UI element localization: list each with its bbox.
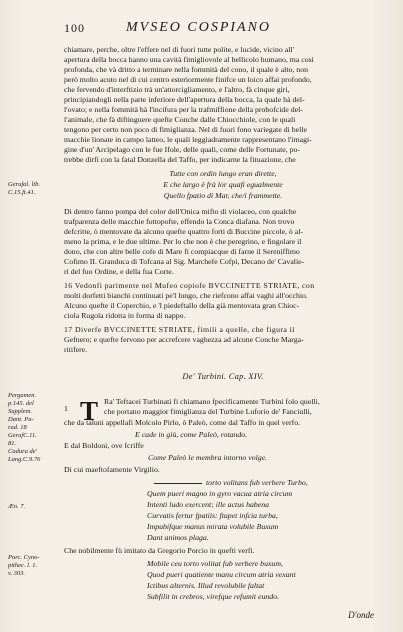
body-line: profonda, che và dritto a terminare nella fommità del cono, il quale è alto, non: [64, 65, 308, 74]
body-line: Di cui maeftofamente Virgilio.: [64, 465, 160, 474]
running-title: MVSEO COSPIANO: [126, 20, 272, 35]
verse-line: [154, 478, 374, 487]
body-line: ritifere.: [64, 345, 88, 354]
verse-line: Impubifque manus mirata volubile Buxum: [147, 522, 279, 531]
verse-line: Quello fpatio di Mar, che/i frammette.: [163, 191, 283, 200]
body-line: l'animale, che fà diftinguere quefte Conche dalle Chiocchiole, con le quali: [64, 115, 296, 124]
catchword: D'onde: [348, 610, 374, 620]
body-line: Gefnero; e quefte fervono per accrefcere vaghezza ad alcune Conche Marga-: [64, 335, 304, 344]
body-line: apertura della bocca hanno una cavità fimigliovole al bellicolo humano, ma così: [64, 55, 314, 64]
paragraph-number: 1: [64, 404, 68, 413]
verse-line: Quod pueri quatiente manu circum atria vexant: [147, 570, 296, 579]
body-line: principiandogli nella parte inferiore dell'apertura della bocca, la quale hà del-: [64, 95, 305, 104]
body-line: meno la prima, e le due ultime. Per lo che non è che peregrino, e fingolare il: [64, 237, 302, 246]
body-line: che fervendo d'interftizio trà un'attorcigliamento, e l'altro, fà cinque giri,: [64, 85, 290, 94]
body-line: tengono per certo non poco di fimiglianza. Nel di fuori fono variegate di belle: [64, 125, 307, 134]
verse-line: Curvatis fertur fpatiis: ftupet infcia turba,: [147, 511, 278, 520]
body-line: E dal Boldoni, ove fcriffe: [64, 441, 144, 450]
marginal-note: Pergamen. p.145. del Supplem. Dant. Pa- rad. 18 GerufC.11. 81. Cadura de' Lang.C.9.76: [8, 392, 41, 463]
page-number: 100: [64, 21, 85, 35]
body-line: l'ovato; e nella fommità hà l'incifura per la trafmiffione della probofcide del-: [64, 105, 303, 114]
chapter-title: De' Turbini. Cap. XIV.: [182, 372, 264, 381]
body-line: Di dentro fanno pompa del color dell'Onica mifto di violaceo, con qualche: [64, 207, 297, 216]
body-line: Ra' Teftacei Turbinati fi chiamano fpecificamente Turbini folo quelli,: [104, 397, 320, 406]
body-line: trebbe dirfi con la fatal Donzella del Taffo, per indicarne la fituazione, che: [64, 155, 296, 164]
body-line: però molto acuto nel di cui centro esteriormente finifce un loico affai profondo,: [64, 75, 312, 84]
body-line: molti dorfetti bianchi continuati pe'l lungo, che riefcono affai vaghi all'occhio.: [64, 291, 308, 300]
marginal-note: Porc. Cyno- pithec. l. 1. v. 303.: [8, 554, 40, 577]
verse-line: E cade in giù, come Paleò, rotando.: [135, 430, 248, 439]
verse-text: torto volitans fub verbere Turbo,: [206, 478, 308, 487]
verse-line: Quem pueri magno in gyro vacua atria circum: [147, 489, 293, 498]
body-line: defcritte, ò mentovate da alcuno quefte quattro forti di Buccine piccole, ò al-: [64, 227, 304, 236]
body-line: Che nobilmente fù imitato da Gregorio Porcio in quefti verfi.: [64, 546, 255, 555]
verse-line: Tutte con ordin lungo eran dirette,: [169, 169, 277, 178]
body-line: chiamare, perche, oltre l'effere nel di fuori tutte polite, e lucide, vicino all': [64, 45, 294, 54]
body-line: ri del fuo Ordine, e della fua Corte.: [64, 267, 174, 276]
body-line: Alcuno quefte il Coperchio, e 'l piedeftallo della già mentovata gran Chioc-: [64, 301, 300, 310]
verse-line: Ictibus alternis. Illud revolubile faltat: [147, 581, 265, 590]
body-line: che portano maggior fimiglianza del Turbine Luforio de' Fanciulli,: [104, 407, 312, 416]
page-header: [64, 21, 376, 37]
body-line: ciola Rugola ridotta in forma di nappo.: [64, 311, 186, 320]
verse-dash: [154, 483, 202, 484]
verse-line: Come Paleò le membra intorno volge.: [148, 453, 268, 462]
verse-line: Dant animos plaga.: [147, 533, 209, 542]
body-line: 16 Vedonfi parimente nel Mufeo copiofe BVCCINETTE STRIATE, con: [64, 281, 315, 290]
body-line: gine d'un' Arcipelago con le fue Ifole, delle quali, come delle Fortunate, po-: [64, 145, 300, 154]
verse-line: Subfilit in crebros, virefque refumit eundo.: [147, 592, 280, 601]
body-line: trafparenza delle macchie fottopofte, effendo la Conca diafana. Non trovo: [64, 217, 295, 226]
body-line: macchie lionate in campo latteo, le quali leggiadramente rappresentano l'imagi-: [64, 135, 312, 144]
body-line: che da taluni appellafi Molcolo Pirlo, ò Paleò, come dal Taffo in quel verfo.: [64, 418, 301, 427]
verse-line: E che largo è frà lor quafi egualmente: [163, 180, 283, 189]
verse-line: Intenti ludo exercent; ille actus habena: [147, 500, 270, 509]
drop-cap: T: [80, 396, 99, 426]
body-line: dono, che con altre belle cofe di Mare fi compiacque di farne il Sereniffimo: [64, 247, 300, 256]
body-line: 17 Diverfe BVCCINETTE STRIATE, fimili a quelle, che figura il: [64, 325, 295, 334]
body-line: Cofimo II. Granduca di Tofcana al Sig. Marchefe Cofpi, Decano de' Cavalie-: [64, 257, 305, 266]
marginal-note: Æn. 7.: [8, 503, 26, 510]
verse-line: Mobile ceu torto volitat fub verbere buxum,: [147, 559, 283, 568]
marginal-note: Gerufal. lib. C.15.ft.41.: [8, 181, 40, 196]
